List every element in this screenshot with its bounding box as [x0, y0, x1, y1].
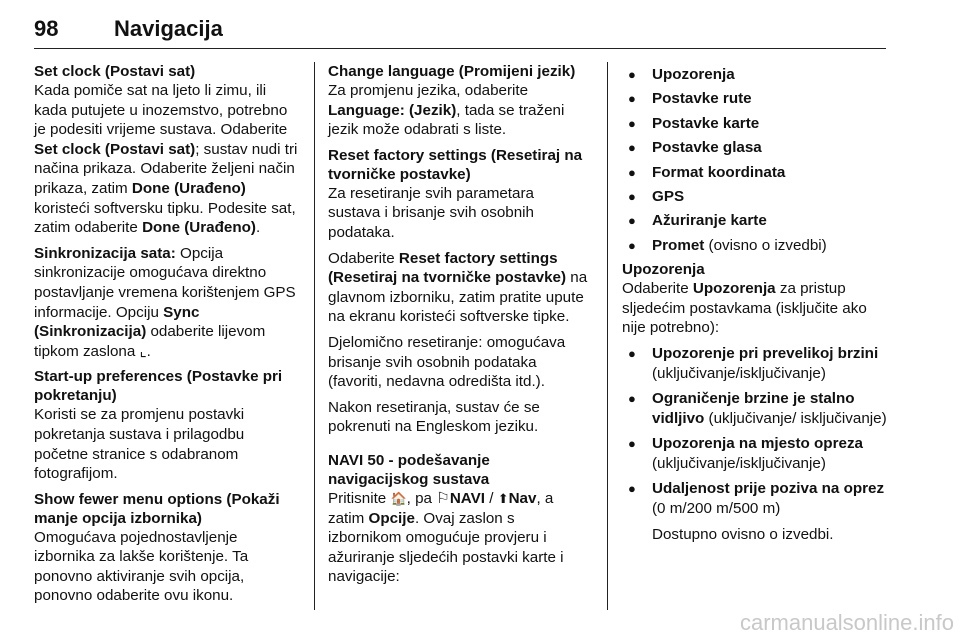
- section-sync-clock: [34, 244, 302, 362]
- section-body: [328, 489, 590, 587]
- section-body: Za resetiranje svih parametara sustava i brisanje svih osobnih podataka.: [328, 184, 534, 241]
- list-item-label: Postavke glasa: [652, 139, 762, 157]
- warnings-list: [622, 344, 888, 519]
- header-rule: [34, 48, 886, 49]
- list-item: [622, 187, 888, 207]
- list-item: [622, 479, 888, 518]
- list-item: [622, 114, 888, 134]
- text: Odaberite: [328, 249, 399, 267]
- section-heading: Set clock (Postavi sat): [34, 63, 196, 80]
- bold-term: Language: (Jezik): [328, 101, 457, 119]
- availability-note: Dostupno ovisno o izvedbi.: [652, 525, 834, 543]
- text: ; sustav nudi tri načina prikaza. Odaberite željeni način prikaza, zatim: [34, 140, 298, 197]
- list-item-note: (ovisno o izvedbi): [704, 236, 827, 254]
- section-heading: Show fewer menu options (Pokaži manje opcija izbornika): [34, 490, 280, 527]
- section-set-clock: [34, 62, 302, 238]
- list-item-label: Postavke rute: [652, 90, 752, 108]
- text: . Ovaj zaslon s izbornikom omogućuje provjeru i ažuriranje sljedećih postavki karte i navigacije:: [328, 509, 564, 586]
- section-body: [34, 244, 302, 362]
- section-fewer-menu-options: [34, 490, 302, 606]
- section-heading: Change language (Promijeni jezik): [328, 63, 576, 80]
- list-item: [622, 389, 888, 428]
- text: Kada pomiče sat na ljeto li zimu, ili kada putujete u inozemstvo, potrebno je podesiti vrijeme sustava. Odaberite: [34, 82, 288, 139]
- list-item-label: Postavke karte: [652, 114, 760, 132]
- text: , pa: [406, 489, 437, 507]
- arrow-up-icon: ⬆: [497, 490, 509, 506]
- list-item-note: (uključivanje/isključivanje): [652, 364, 826, 382]
- column-divider-2: [607, 62, 608, 610]
- page-title: Navigacija: [114, 16, 223, 41]
- text: /: [485, 489, 498, 507]
- bold-term: Sync (Sinkronizacija): [34, 303, 200, 341]
- settings-list: [622, 65, 888, 255]
- column-divider-1: [314, 62, 315, 610]
- section-heading: NAVI 50 - podešavanje navigacijskog sustava: [328, 451, 490, 488]
- column-2: [328, 62, 590, 593]
- section-reset-factory: [328, 146, 590, 437]
- bold-term: Set clock (Postavi sat): [34, 140, 196, 158]
- bold-term: Sinkronizacija sata:: [34, 244, 176, 262]
- home-icon: 🏠: [390, 490, 407, 506]
- list-item: [622, 138, 888, 158]
- section-body: [622, 279, 888, 338]
- text: , a zatim: [328, 489, 554, 527]
- column-3: [622, 62, 888, 550]
- list-item: [622, 65, 888, 85]
- section-heading: Reset factory settings (Resetiraj na tvorničke postavke): [328, 146, 583, 183]
- page-header: [34, 16, 886, 52]
- text: Opcija sinkronizacije omogućava direktno postavljanje vremena korištenjem GPS informacije. Opciju: [34, 244, 296, 321]
- text: odaberite lijevom tipkom zaslona ⌞.: [34, 323, 266, 360]
- section-heading: Start-up preferences (Postavke pri pokretanju): [34, 368, 283, 405]
- list-item: [622, 434, 888, 473]
- list-item-note: (uključivanje/isključivanje): [652, 454, 826, 472]
- list-item: [622, 163, 888, 183]
- list-item-label: GPS: [652, 187, 685, 205]
- list-item-label: Ograničenje brzine je stalno vidljivo: [652, 390, 855, 427]
- text: koristeći softversku tipku. Podesite sat, zatim odaberite: [34, 199, 296, 237]
- bold-term: Done (Urađeno): [142, 219, 256, 237]
- text: na glavnom izborniku, zatim pratite upute na ekranu koristeći softverske tipke.: [328, 269, 588, 326]
- list-item-label: Format koordinata: [652, 163, 786, 181]
- column-1: [34, 62, 302, 612]
- section-body: Koristi se za promjenu postavki pokretanja sustava i prilagodbu početne stranice s odabranom fotografijom.: [34, 406, 245, 483]
- text: , tada se traženi jezik može odabrati s liste.: [328, 101, 565, 139]
- section-navi50-settings: [328, 451, 590, 587]
- watermark: carmanualsonline.info: [739, 610, 954, 635]
- page-number: 98: [34, 16, 59, 41]
- section-body: Djelomično resetiranje: omogućava brisanje svih osobnih podataka (favoriti, nedavna odredišta itd.).: [328, 333, 566, 391]
- text: za pristup sljedećim postavkama (isključite ako nije potrebno):: [622, 280, 867, 337]
- list-item: [622, 236, 888, 256]
- list-item-label: Ažuriranje karte: [652, 212, 767, 230]
- bold-term: Reset factory settings (Resetiraj na tvorničke postavke): [328, 249, 567, 287]
- list-item: [622, 89, 888, 109]
- bold-term: Upozorenja: [692, 280, 776, 298]
- flag-icon: ⚐: [436, 489, 450, 507]
- text: Odaberite: [622, 280, 693, 298]
- text: Pritisnite: [328, 489, 391, 507]
- list-item: [622, 344, 888, 383]
- list-item: [622, 211, 888, 231]
- list-item-note: (uključivanje/ isključivanje): [704, 409, 887, 427]
- section-startup-preferences: [34, 367, 302, 483]
- section-body: [328, 249, 590, 327]
- text: Za promjenu jezika, odaberite: [328, 82, 529, 99]
- list-item-label: Upozorenja: [652, 66, 735, 83]
- bold-term: Nav: [508, 489, 537, 507]
- list-item-label: Upozorenje pri prevelikoj brzini: [652, 344, 879, 362]
- section-body: [34, 81, 302, 238]
- bold-term: NAVI: [449, 489, 486, 507]
- text: .: [255, 219, 261, 237]
- section-change-language: [328, 62, 590, 140]
- list-item-label: Upozorenja na mjesto opreza: [652, 435, 863, 453]
- list-item-note: (0 m/200 m/500 m): [652, 500, 781, 518]
- section-body: Omogućava pojednostavljenje izbornika za lakše korištenje. Ta ponovno aktiviranje svih opcija, ponovno odaberite ovu ikonu.: [34, 528, 249, 605]
- bold-term: Done (Urađeno): [131, 179, 246, 197]
- bold-term: Opcije: [368, 509, 415, 527]
- section-heading: Upozorenja: [622, 261, 705, 279]
- list-item-label: Promet: [652, 236, 705, 254]
- section-body: Nakon resetiranja, sustav će se pokrenuti na Engleskom jeziku.: [328, 398, 540, 436]
- section-warnings: [622, 260, 888, 544]
- section-body: [328, 81, 590, 140]
- list-item-label: Udaljenost prije poziva na oprez: [652, 480, 885, 498]
